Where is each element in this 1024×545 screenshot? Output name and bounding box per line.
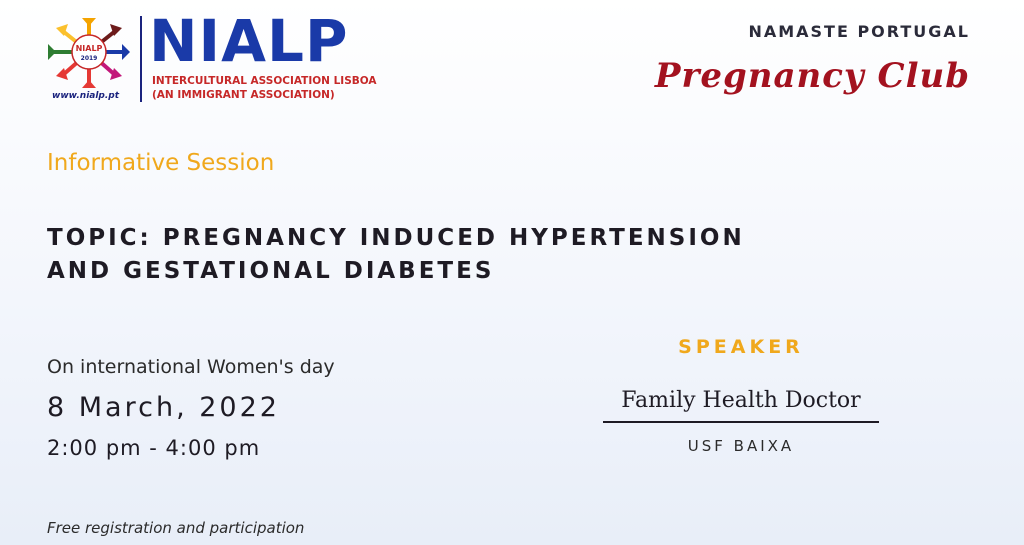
topic-heading (47, 222, 847, 288)
speaker-name: Family Health Doctor (621, 388, 861, 413)
speaker-section (600, 336, 882, 455)
registration-note: Free registration and participation (47, 519, 305, 537)
club-title: Pregnancy Club (654, 56, 970, 96)
event-time: 2:00 pm - 4:00 pm (47, 436, 261, 460)
logo-name: NIALP (149, 7, 349, 75)
topic-line2: AND GESTATIONAL DIABETES (47, 258, 495, 284)
event-occasion: On international Women's day (47, 356, 335, 378)
logo-badge-text: NIALP (75, 44, 103, 53)
speaker-org: USF BAIXA (687, 437, 795, 455)
logo-divider (140, 16, 142, 102)
nialp-logo (44, 7, 394, 106)
topic-line1: TOPIC: PREGNANCY INDUCED HYPERTENSION (47, 225, 745, 251)
logo-subtitle-line1: INTERCULTURAL ASSOCIATION LISBOA (152, 75, 377, 87)
logo-subtitle (152, 74, 377, 102)
speaker-label: SPEAKER (678, 336, 804, 358)
event-date: 8 March, 2022 (47, 392, 280, 423)
logo-subtitle-line2: (AN IMMIGRANT ASSOCIATION) (152, 89, 335, 101)
brand-kicker: NAMASTE PORTUGAL (748, 22, 970, 41)
logo-badge-year: 2019 (80, 55, 98, 62)
session-label: Informative Session (47, 150, 275, 176)
logo-url: www.nialp.pt (52, 91, 120, 101)
speaker-divider (603, 421, 879, 423)
